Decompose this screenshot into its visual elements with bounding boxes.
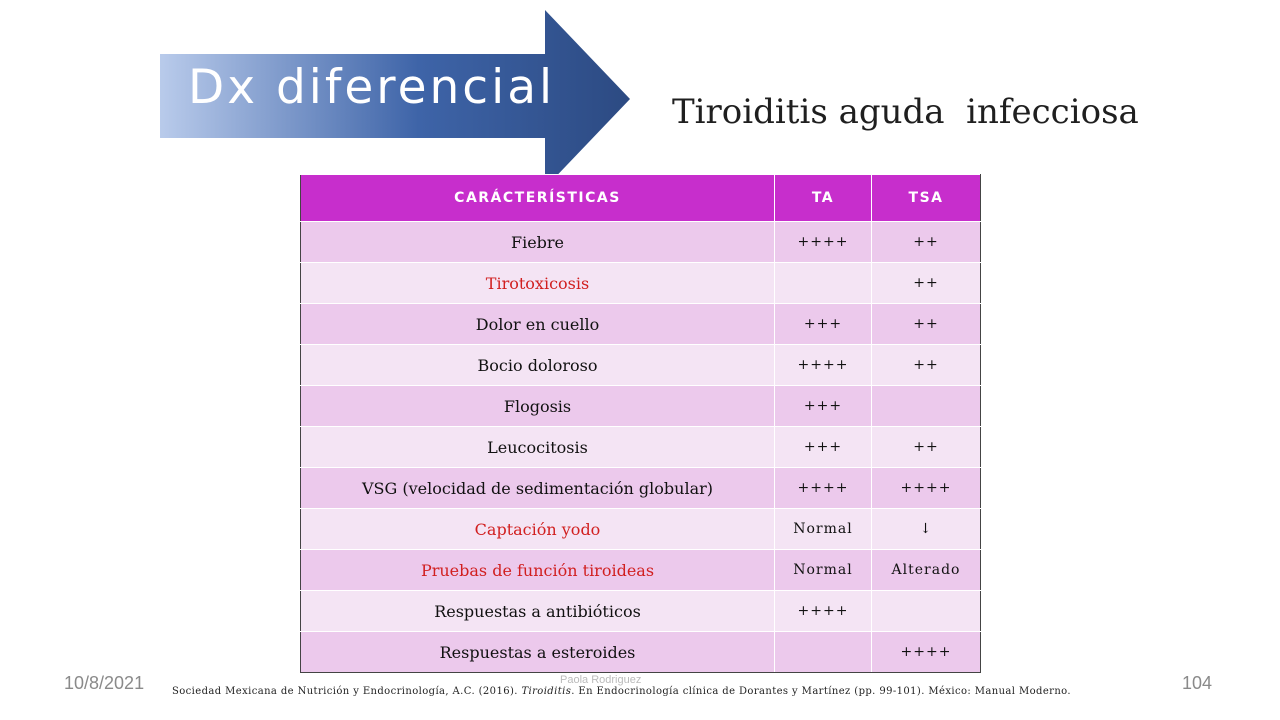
cell-ta [775,263,872,304]
slide-subtitle: Tiroiditis aguda infecciosa [672,92,1139,132]
footer-author: Paola Rodriguez [560,674,642,686]
cell-tsa: ++ [872,304,981,345]
cell-ta: +++ [775,304,872,345]
cell-tsa: ++ [872,345,981,386]
cell-feature: Dolor en cuello [301,304,775,345]
cell-tsa: ++ [872,263,981,304]
table-row [301,591,981,632]
table-row [301,263,981,304]
header-ta: TA [775,175,872,222]
citation [172,682,1072,701]
header-characteristics: CARÁCTERÍSTICAS [301,175,775,222]
footer-date: 10/8/2021 [64,673,145,693]
cell-tsa [872,591,981,632]
cell-tsa: ++++ [872,632,981,673]
cell-ta: Normal [775,550,872,591]
cell-feature: Respuestas a antibióticos [301,591,775,632]
cell-tsa [872,386,981,427]
comparison-table-container [300,174,981,673]
cell-feature: Respuestas a esteroides [301,632,775,673]
cell-tsa: Alterado [872,550,981,591]
cell-feature: Pruebas de función tiroideas [301,550,775,591]
cell-tsa: ++ [872,222,981,263]
cell-feature: Tirotoxicosis [301,263,775,304]
cell-ta [775,632,872,673]
cell-feature: Flogosis [301,386,775,427]
table-row [301,304,981,345]
cell-feature: Captación yodo [301,509,775,550]
table-row [301,222,981,263]
cell-ta: +++ [775,386,872,427]
cell-feature: Leucocitosis [301,427,775,468]
cell-ta: ++++ [775,345,872,386]
banner-title: Dx diferencial [188,60,556,115]
citation-rest: . En Endocrinología clínica de Dorantes y Martínez (pp. 99-101). México: Manual Moderno. [571,686,1071,697]
table-header-row [301,175,981,222]
comparison-table [300,174,981,673]
cell-feature: Fiebre [301,222,775,263]
cell-tsa: ++ [872,427,981,468]
cell-feature: Bocio doloroso [301,345,775,386]
cell-tsa: ++++ [872,468,981,509]
table-row [301,509,981,550]
table-row [301,550,981,591]
table-row [301,345,981,386]
cell-feature: VSG (velocidad de sedimentación globular) [301,468,775,509]
table-row [301,386,981,427]
cell-ta: ++++ [775,222,872,263]
cell-ta: ++++ [775,591,872,632]
table-row [301,427,981,468]
cell-ta: ++++ [775,468,872,509]
citation-title: Tiroiditis [521,686,572,697]
cell-ta: +++ [775,427,872,468]
header-tsa: TSA [872,175,981,222]
cell-tsa: ↓ [872,509,981,550]
table-row [301,468,981,509]
page-number: 104 [1182,673,1213,693]
citation-text: Sociedad Mexicana de Nutrición y Endocrinología, A.C. (2016). [172,686,522,697]
cell-ta: Normal [775,509,872,550]
table-row [301,632,981,673]
